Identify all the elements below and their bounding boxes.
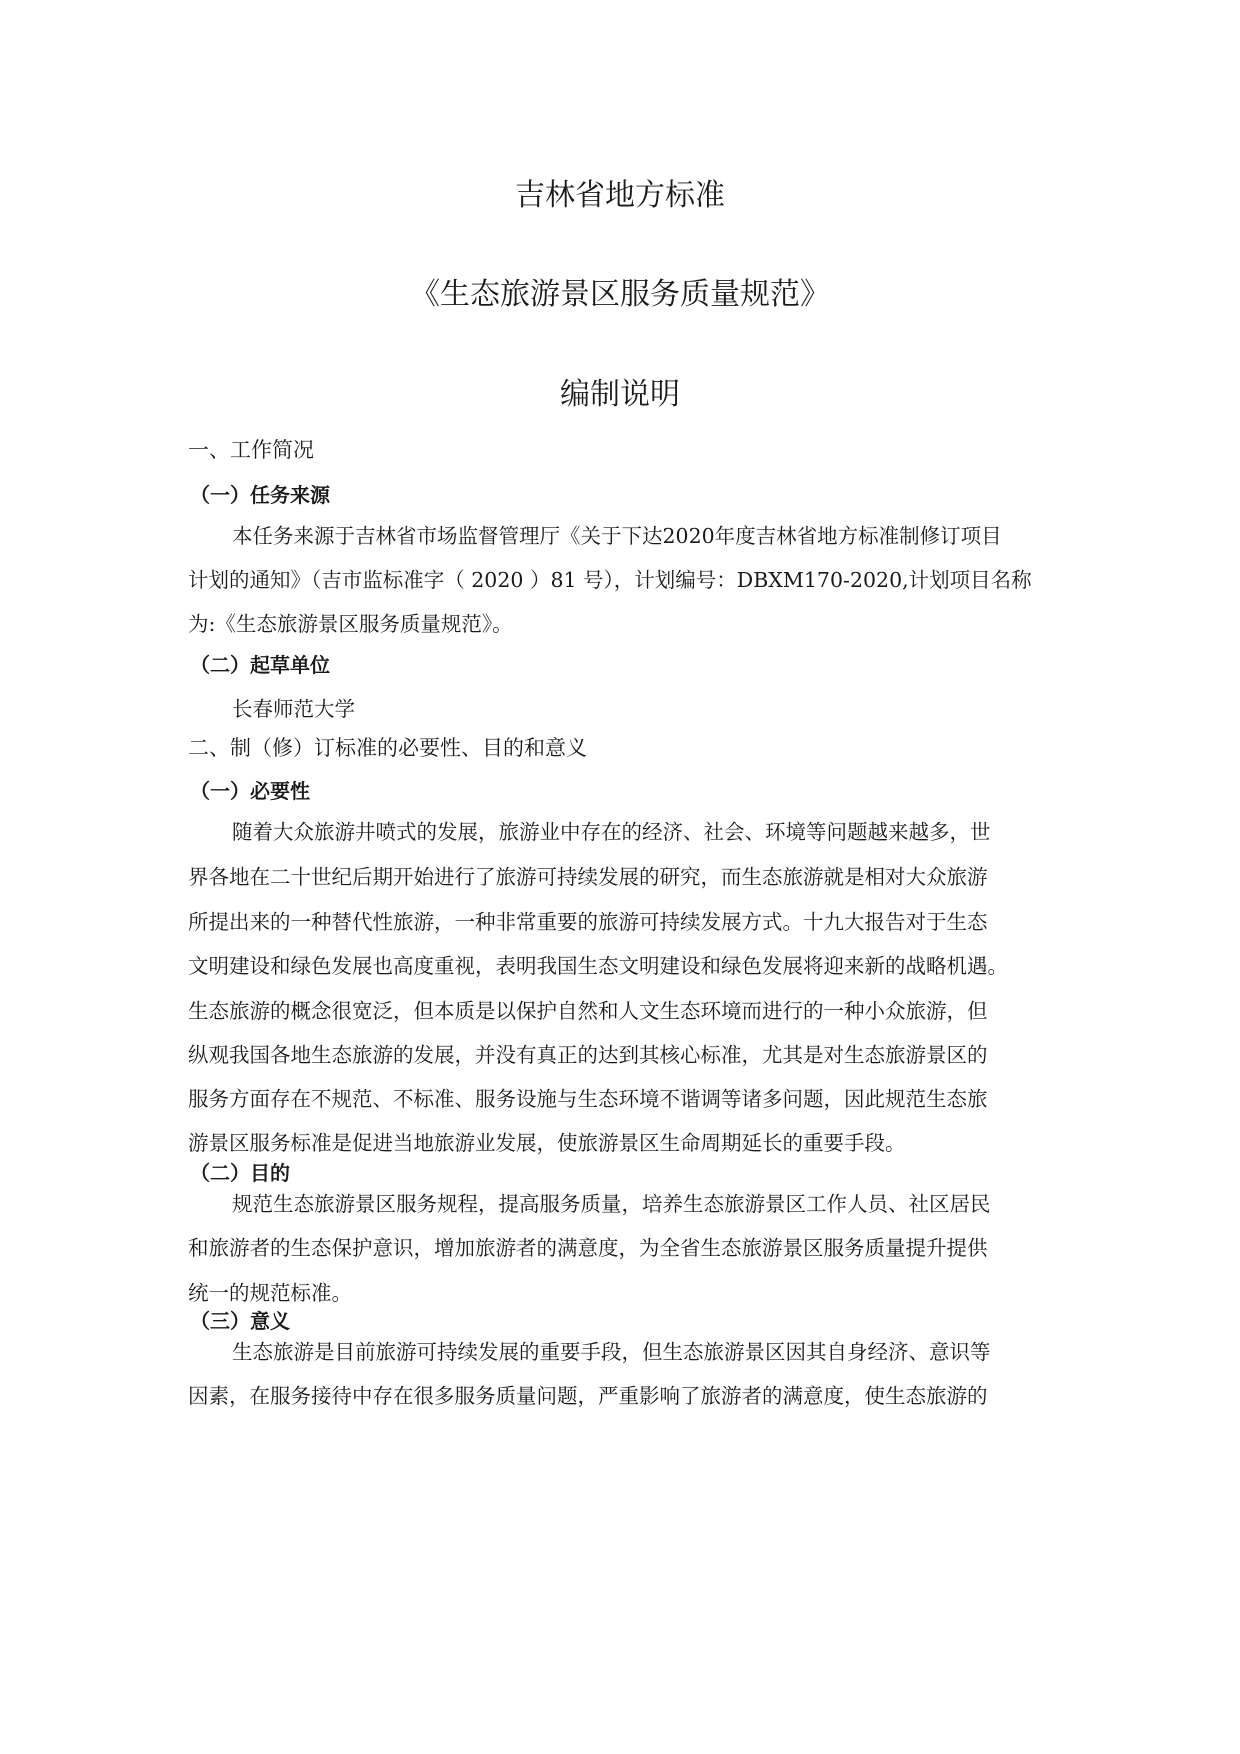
paragraph-line: 规范生态旅游景区服务规程，提高服务质量，培养生态旅游景区工作人员、社区居民 — [232, 1192, 991, 1216]
section-2-heading: 二、制（修）订标准的必要性、目的和意义 — [188, 736, 587, 760]
paragraph-line: 因素，在服务接待中存在很多服务质量问题，严重影响了旅游者的满意度，使生态旅游的 — [188, 1384, 988, 1408]
paragraph-line: 生态旅游是目前旅游可持续发展的重要手段，但生态旅游景区因其自身经济、意识等 — [232, 1340, 991, 1364]
paragraph-line: 长春师范大学 — [232, 697, 355, 721]
paragraph-line: 界各地在二十世纪后期开始进行了旅游可持续发展的研究，而生态旅游就是相对大众旅游 — [188, 865, 988, 889]
paragraph-line: 为:《生态旅游景区服务质量规范》。 — [188, 612, 513, 636]
doc-title-standard: 吉林省地方标准 — [515, 178, 725, 213]
paragraph-line: 和旅游者的生态保护意识，增加旅游者的满意度，为全省生态旅游景区服务质量提升提供 — [188, 1236, 988, 1260]
paragraph-line: 统一的规范标准。 — [188, 1281, 352, 1305]
paragraph-line: 纵观我国各地生态旅游的发展，并没有真正的达到其核心标准，尤其是对生态旅游景区的 — [188, 1043, 988, 1067]
paragraph-line: 随着大众旅游井喷式的发展，旅游业中存在的经济、社会、环境等问题越来越多，世 — [232, 820, 991, 844]
section-2-1-heading: （一）必要性 — [190, 779, 310, 803]
paragraph-line: 游景区服务标准是促进当地旅游业发展，使旅游景区生命周期延长的重要手段。 — [188, 1131, 906, 1155]
doc-title-explanation: 编制说明 — [560, 377, 680, 412]
paragraph-line: 本任务来源于吉林省市场监督管理厅《关于下达2020年度吉林省地方标准制修订项目 — [232, 524, 1002, 548]
paragraph-line: 计划的通知》（吉市监标准字（ 2020 ）81 号），计划编号：DBXM170-2020,计划项目名称 — [188, 568, 1032, 592]
section-2-2-heading: （二）目的 — [190, 1161, 290, 1185]
section-2-3-heading: （三）意义 — [190, 1309, 290, 1333]
section-1-heading: 一、工作简况 — [188, 438, 314, 462]
paragraph-line: 文明建设和绿色发展也高度重视，表明我国生态文明建设和绿色发展将迎来新的战略机遇。 — [188, 954, 1008, 978]
section-1-2-heading: （二）起草单位 — [190, 653, 330, 677]
doc-title-name: 《生态旅游景区服务质量规范》 — [410, 277, 830, 312]
paragraph-line: 服务方面存在不规范、不标准、服务设施与生态环境不谐调等诸多问题，因此规范生态旅 — [188, 1087, 988, 1111]
paragraph-line: 所提出来的一种替代性旅游，一种非常重要的旅游可持续发展方式。十九大报告对于生态 — [188, 910, 988, 934]
section-1-1-heading: （一）任务来源 — [190, 483, 330, 507]
paragraph-line: 生态旅游的概念很宽泛，但本质是以保护自然和人文生态环境而进行的一种小众旅游，但 — [188, 999, 988, 1023]
